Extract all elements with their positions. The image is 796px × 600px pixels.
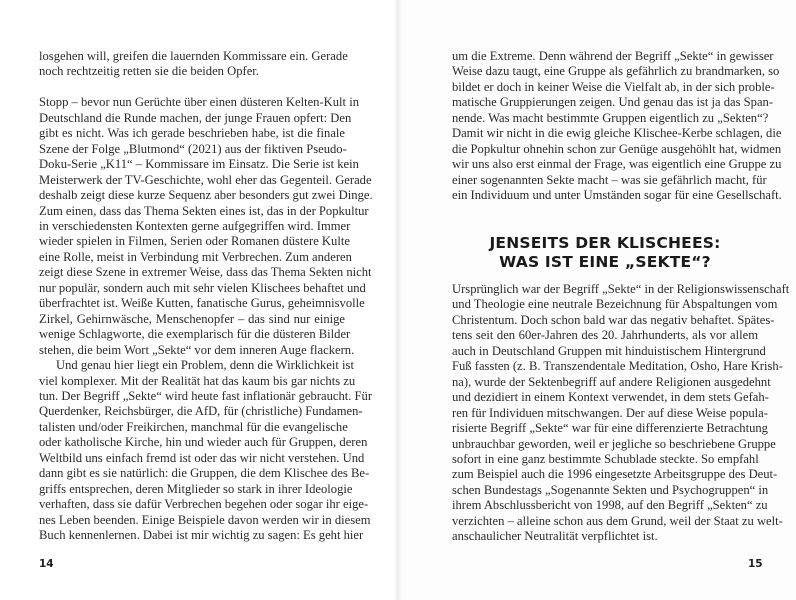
text-line: Christentum. Doch schon bald war das negativ behaftet. Spätes-	[452, 312, 775, 327]
text-line: zeigt diese Szene in extremer Weise, dass das Thema Sekten nicht	[39, 265, 372, 280]
text-line: ren für Individuen mitschwangen. Der auf diese Weise popula-	[452, 405, 768, 420]
text-line: dann gibt es sie natürlich: die Gruppen, die dem Klischee des Be-	[39, 466, 370, 481]
text-line: nur populär, sondern auch mit sehr vielen Klischees behaftet und	[39, 280, 366, 295]
text-line: deshalb zeigt diese kurze Sequenz aber besonders gut zwei Dinge.	[39, 188, 373, 203]
text-line: Zirkel, Gehirnwäsche, Menschenopfer – das sind nur einige	[39, 311, 345, 326]
paragraph	[452, 49, 782, 204]
text-line: überfrachtet ist. Weiße Kutten, fanatische Gurus, geheimnisvolle	[39, 296, 365, 311]
text-line: Meisterwerk der TV-Geschichte, wohl eher das Gegenteil. Gerade	[39, 172, 372, 187]
right-page-text-bottom	[452, 282, 790, 560]
text-line: Szene der Folge „Blutmond“ (2021) aus der fiktiven Pseudo-	[39, 141, 347, 156]
text-line: risierte Begriff „Sekte“ war für eine differenzierte Betrachtung	[452, 421, 768, 436]
text-line: wenige Schlagworte, die exemplarisch für die düsteren Bilder	[39, 327, 351, 342]
text-line: Weise dazu taugt, eine Gruppe als gefährlich zu brandmarken, so	[452, 64, 780, 79]
text-line: tens seit den 60er-Jahren des 20. Jahrhunderts, als vor allem	[452, 328, 758, 343]
text-line: schen Bundestags „Sogenannte Sekten und Psychogruppen“ in	[452, 482, 769, 497]
right-page	[398, 0, 796, 600]
text-line: Stopp – bevor nun Gerüchte über einen düsteren Kelten-Kult in	[39, 95, 360, 110]
text-line: auch in Deutschland Gruppen mit hinduistischem Hintergrund	[452, 343, 766, 358]
text-line: griffs entsprechen, deren Mitglieder so stark in ihrer Ideologie	[39, 481, 353, 496]
text-line: Querdenker, Reichsbürger, die AfD, für (christliche) Fundamen-	[39, 404, 363, 419]
page-number-left: 14	[39, 558, 54, 570]
text-line: nes Leben beenden. Einige Beispiele davon werden wir in diesem	[39, 512, 371, 527]
text-line: und Theologie eine neutrale Bezeichnung für Abspaltungen vom	[452, 297, 778, 312]
section-heading-line-2: WAS IST EINE „SEKTE“?	[499, 253, 711, 271]
text-line: einer sogenannten Sekte macht – was sie gefährlich macht, für	[452, 172, 767, 187]
text-line: verhaften, dass sie dafür Verbrechen begehen oder sogar ihr eige-	[39, 497, 369, 512]
text-line: Doku-Serie „K11“ – Kommissare im Einsatz. Die Serie ist kein	[39, 157, 359, 172]
text-line: ein Individuum und unter Umständen sogar für eine Gesellschaft.	[452, 188, 782, 203]
text-line: nende. Was macht bestimmte Gruppen eigentlich zu „Sekten“?	[452, 110, 769, 125]
text-line: die Popkultur ohnehin schon zur Genüge ausgehöhlt hat, widmen	[452, 141, 782, 156]
paragraph	[39, 358, 373, 543]
text-line: wieder spielen in Filmen, Serien oder Romanen düstere Kulte	[39, 234, 350, 249]
section-heading	[452, 234, 758, 272]
text-line: Weltbild uns einfach fremd ist oder das wir nicht verstehen. Und	[39, 450, 365, 465]
text-line: unbrauchbar geworden, weil er jegliche so beschriebene Gruppe	[452, 436, 776, 451]
text-line: sofort in eine ganz bestimmte Schublade steckte. So empfahl	[452, 451, 759, 466]
text-line: Damit wir nicht in die ewig gleiche Klischee-Kerbe schlagen, die	[452, 126, 782, 141]
text-line: na), wurde der Sektenbegriff auf andere Religionen ausgedehnt	[452, 374, 771, 389]
text-line: losgehen will, greifen die lauernden Kommissare ein. Gerade	[39, 49, 348, 63]
text-line: anschaulicher Neutralität verpflichtet ist.	[452, 529, 658, 544]
text-line: Buch kennenlernen. Dabei ist mir wichtig zu sagen: Es geht hier	[39, 528, 364, 543]
text-line: matische Gruppierungen zeigen. Und genau das ist ja das Span-	[452, 95, 774, 110]
text-line: gibt es nicht. Was ich gerade beschrieben habe, ist die finale	[39, 126, 345, 141]
text-line: stehen, die beim Wort „Sekte“ vor dem inneren Auge flackern.	[39, 342, 355, 357]
text-line: Ursprünglich war der Begriff „Sekte“ in der Religionswissenschaft	[452, 282, 790, 296]
paragraph	[39, 49, 348, 80]
section-heading-line-1: JENSEITS DER KLISCHEES:	[489, 234, 721, 252]
text-line: eine Rolle, meist in Verbindung mit Verbrechen. Zum anderen	[39, 249, 352, 264]
text-line: Und genau hier liegt ein Problem, denn die Wirklichkeit ist	[56, 358, 354, 373]
text-line: oder katholische Kirche, hin und wieder auch für Gruppen, deren	[39, 435, 368, 450]
page-number-right: 15	[748, 558, 763, 570]
book-gutter	[394, 0, 402, 600]
paragraph	[39, 95, 373, 358]
text-line: wir uns also erst einmal der Frage, was eigentlich eine Gruppe zu	[452, 157, 782, 172]
paragraph	[452, 282, 790, 545]
text-line: verzichten – alleine schon aus dem Grund, weil der Staat zu welt-	[452, 513, 783, 528]
text-line: talisten und/oder Freikirchen, manchmal für die evangelische	[39, 419, 348, 434]
text-line: und dezidiert in einem Kontext verwendet, in dem stets Gefah-	[452, 390, 769, 405]
text-line: Fuß fassten (z. B. Transzendentale Meditation, Osho, Hare Krish-	[452, 359, 783, 374]
text-line: tun. Der Begriff „Sekte“ wird heute fast inflationär gebraucht. Für	[39, 389, 373, 404]
text-line: viel komplexer. Mit der Realität hat das kaum bis gar nichts zu	[39, 373, 356, 388]
text-line: bildet er doch in keiner Weise die Vielfalt ab, in der sich proble-	[452, 79, 775, 94]
text-line: ihrem Abschlussbericht von 1998, auf den Begriff „Sekten“ zu	[452, 498, 768, 513]
text-line: Deutschland die Runde machen, der junge Frauen opfert: Den	[39, 110, 352, 125]
right-page-text-top	[452, 49, 782, 219]
text-line: um die Extreme. Denn während der Begriff „Sekte“ in gewisser	[452, 49, 774, 63]
text-line: zum Beispiel auch die 1996 eingesetzte Arbeitsgruppe des Deut-	[452, 467, 778, 482]
text-line: noch rechtzeitig retten sie die beiden Opfer.	[39, 64, 259, 79]
text-line: Zum einen, dass das Thema Sekten eines ist, das in der Popkultur	[39, 203, 369, 218]
left-page-text	[39, 49, 373, 559]
text-line: in verschiedensten Kontexten gerne aufgegriffen wird. Immer	[39, 219, 351, 234]
